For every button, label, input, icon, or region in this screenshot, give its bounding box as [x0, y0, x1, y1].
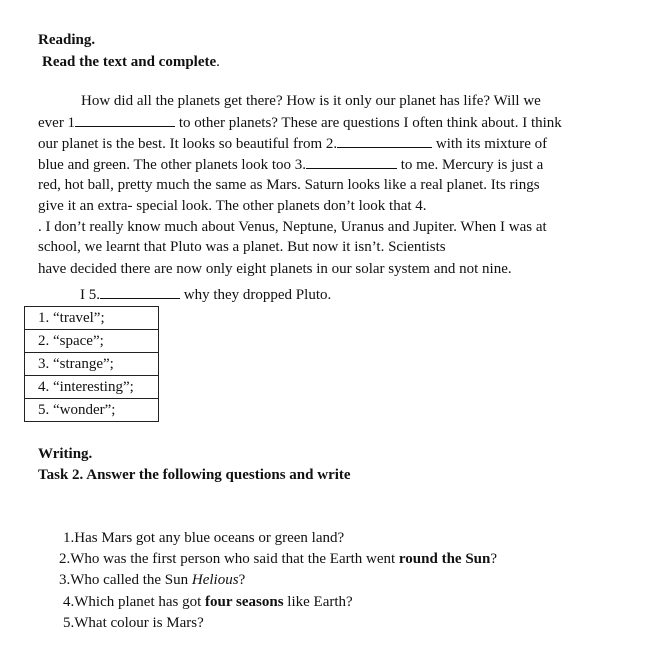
- passage-line-1: How did all the planets get there? How is it only our planet has life? Will we: [81, 93, 541, 109]
- question-2-start: 2.Who was the first person who said that the Earth went: [59, 551, 399, 567]
- blank-5[interactable]: [100, 284, 180, 299]
- writing-task: Task 2. Answer the following questions and write: [38, 467, 351, 483]
- passage-line-3: [38, 133, 547, 154]
- passage-line-9: have decided there are now only eight planets in our solar system and not nine.: [38, 261, 512, 277]
- passage-line-10-end: why they dropped Pluto.: [183, 287, 332, 303]
- passage-line-8: school, we learnt that Pluto was a planet. But now it isn’t. Scientists: [38, 239, 446, 255]
- reading-instruction: [42, 52, 220, 72]
- passage-line-2-end: to other planets? These are questions I often think about. I think: [178, 115, 562, 131]
- question-2: [59, 549, 497, 569]
- passage-line-10: [80, 284, 331, 305]
- word-option: 4. “interesting”;: [25, 376, 159, 399]
- question-5: 5.What colour is Mars?: [63, 615, 204, 631]
- question-3-end: ?: [238, 572, 246, 588]
- passage-line-2: [38, 112, 562, 133]
- blank-2[interactable]: [337, 133, 432, 148]
- question-1: 1.Has Mars got any blue oceans or green land?: [63, 530, 345, 546]
- word-option: 5. “wonder”;: [25, 399, 159, 422]
- question-4-end: like Earth?: [283, 594, 353, 610]
- passage-line-3-start: our planet is the best. It looks so beautiful from 2.: [38, 136, 338, 152]
- question-4-start: 4.Which planet has got: [63, 594, 206, 610]
- reading-instruction-text: Read the text and complete: [42, 54, 217, 70]
- word-option: 1. “travel”;: [25, 307, 159, 330]
- passage-line-10-start: I 5.: [80, 287, 100, 303]
- reading-instruction-period: .: [216, 54, 220, 70]
- question-3-start: 3.Who called the Sun: [59, 572, 192, 588]
- word-option: 3. “strange”;: [25, 353, 159, 376]
- reading-heading: Reading.: [38, 32, 96, 48]
- writing-heading: Writing.: [38, 446, 93, 462]
- passage-line-5: red, hot ball, pretty much the same as Mars. Saturn looks like a real planet. Its rings: [38, 177, 540, 193]
- question-2-end: ?: [490, 551, 498, 567]
- question-3-italic: Helious: [191, 572, 239, 588]
- question-4-bold: four seasons: [205, 594, 284, 610]
- passage-line-4-start: blue and green. The other planets look too 3.: [38, 157, 306, 173]
- passage-line-7: . I don’t really know much about Venus, Neptune, Uranus and Jupiter. When I was at: [38, 219, 547, 235]
- word-box: [24, 306, 159, 422]
- blank-1[interactable]: [75, 112, 175, 127]
- passage-line-2-start: ever 1: [38, 115, 76, 131]
- word-option: 2. “space”;: [25, 330, 159, 353]
- passage-line-4-end: to me. Mercury is just a: [400, 157, 544, 173]
- question-2-bold: round the Sun: [398, 551, 491, 567]
- passage-line-6: give it an extra- special look. The other planets don’t look that 4.: [38, 198, 427, 214]
- passage-line-3-end: with its mixture of: [435, 136, 548, 152]
- question-4: [63, 592, 353, 612]
- passage-line-4: [38, 154, 543, 175]
- question-3: [59, 570, 245, 590]
- blank-3[interactable]: [306, 154, 397, 169]
